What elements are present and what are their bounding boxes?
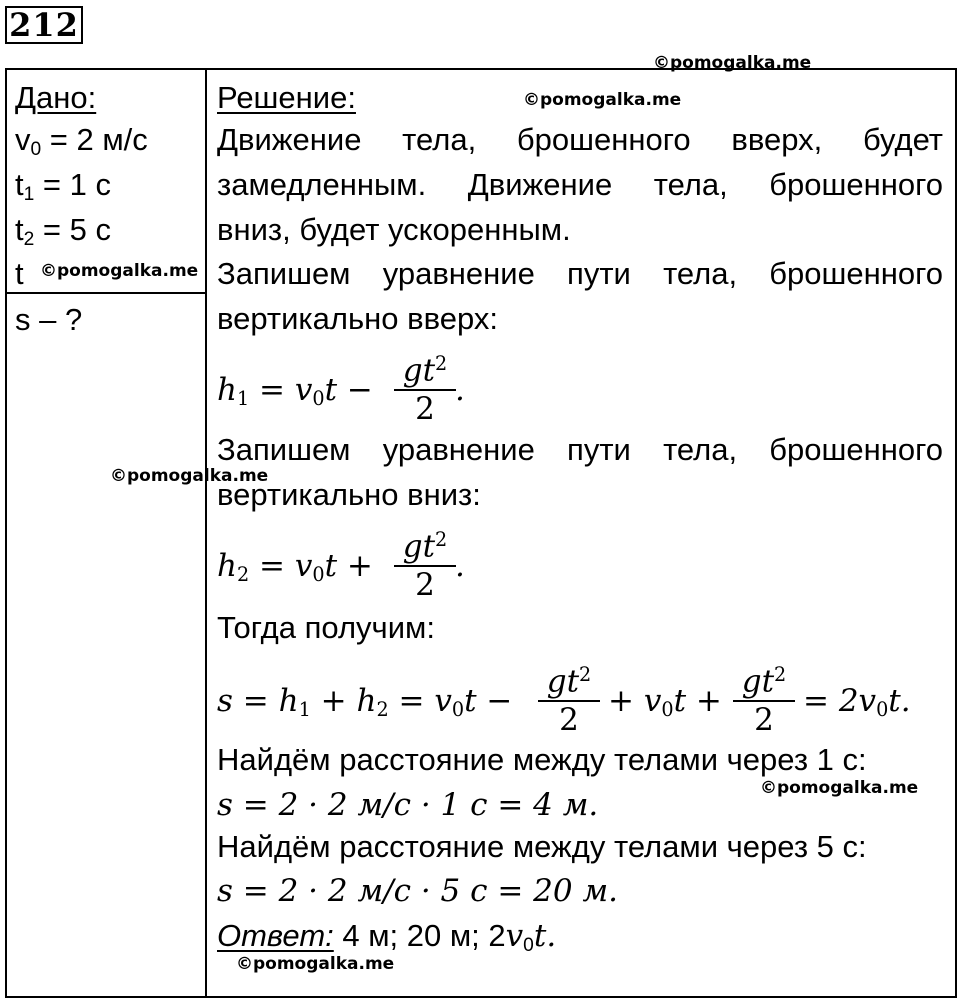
calc-1: s = 2 · 2 м/с · 1 с = 4 м.	[217, 787, 599, 823]
solution-p1-line2: замедленным. Движение тела, брошенного	[217, 167, 943, 202]
column-divider	[205, 68, 207, 998]
given-divider	[5, 292, 206, 294]
watermark: ©pomogalka.me	[40, 261, 199, 281]
watermark: ©pomogalka.me	[760, 778, 919, 798]
given-title: Дано:	[15, 80, 97, 115]
given-t1: $t_1 = 1$ с	[15, 167, 111, 205]
equation-2-dot: .	[455, 548, 465, 584]
watermark: ©pomogalka.me	[653, 53, 812, 73]
given-find: s – ?	[15, 302, 83, 337]
equation-1: $h_1 = v_0t$ −	[217, 372, 373, 410]
given-t: t	[15, 256, 24, 291]
solution-p2-line1: Запишем уравнение пути тела, брошенного	[217, 256, 943, 291]
equation-3-right: = $2v_0t$.	[803, 683, 911, 721]
given-v0: $v_0 = 2$ м/с	[15, 122, 148, 160]
solution-p4: Тогда получим:	[217, 610, 435, 645]
solution-p6: Найдём расстояние между телами через 5 с:	[217, 829, 867, 864]
problem-number: 212	[5, 6, 83, 44]
equation-3-fraction-2: $gt^2$ 2	[733, 657, 795, 738]
solution-p1-line3: вниз, будет ускоренным.	[217, 212, 571, 247]
solution-p1-line1: Движение тела, брошенного вверх, будет	[217, 122, 943, 157]
watermark: ©pomogalka.me	[523, 90, 682, 110]
watermark: ©pomogalka.me	[236, 954, 395, 974]
watermark: ©pomogalka.me	[110, 466, 269, 486]
answer-line: Ответ: 4 м; 20 м; $2v_0t$.	[217, 918, 557, 956]
solution-p2-line2: вертикально вверх:	[217, 301, 498, 336]
calc-2: s = 2 · 2 м/с · 5 с = 20 м.	[217, 873, 619, 909]
solution-p5: Найдём расстояние между телами через 1 с:	[217, 742, 867, 777]
equation-3-left: $s = h_1 + h_2 = v_0t$ −	[217, 683, 513, 721]
equation-2: $h_2 = v_0t$ +	[217, 548, 373, 586]
equation-3-fraction-1: $gt^2$ 2	[538, 657, 600, 738]
solution-p3-line1: Запишем уравнение пути тела, брошенного	[217, 432, 943, 467]
equation-1-dot: .	[455, 372, 465, 408]
solution-title: Решение:	[217, 80, 356, 115]
equation-1-fraction: $gt^2$ 2	[394, 346, 456, 427]
equation-3-mid: + $v_0t$ +	[608, 683, 722, 721]
given-t2: $t_2 = 5$ с	[15, 212, 111, 250]
solution-p3-line2: вертикально вниз:	[217, 477, 481, 512]
answer-label: Ответ:	[217, 918, 334, 953]
equation-2-fraction: $gt^2$ 2	[394, 522, 456, 603]
